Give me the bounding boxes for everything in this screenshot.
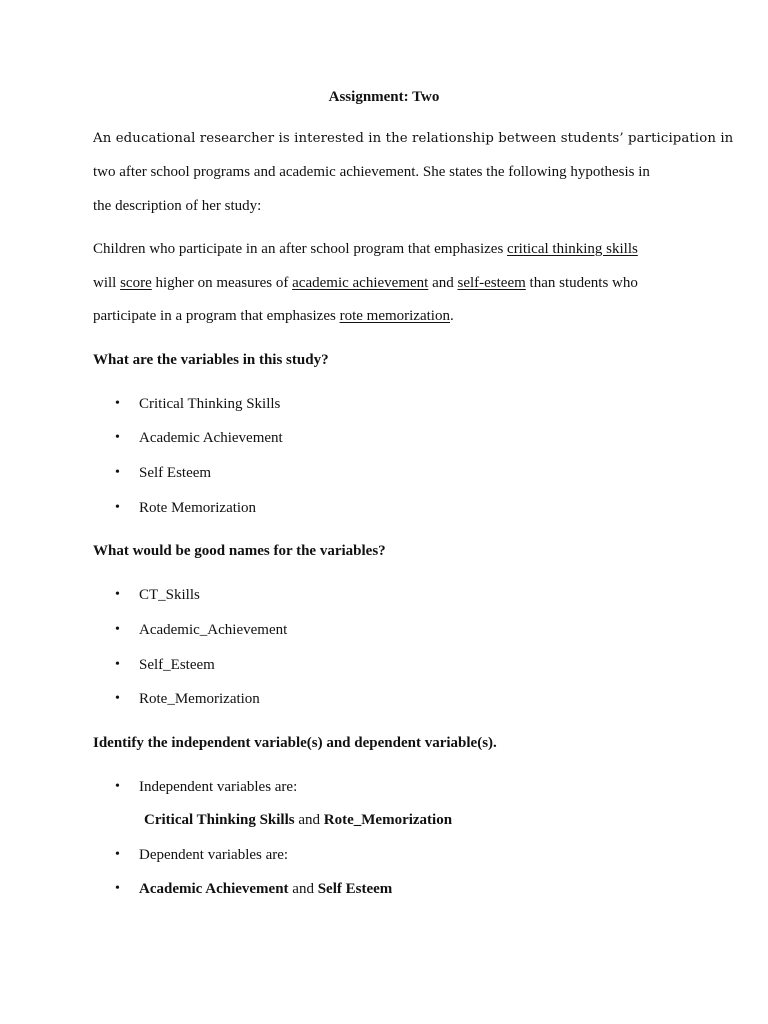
hypothesis-line-1: [93, 239, 638, 259]
bullet: •: [115, 657, 120, 672]
list-item: Critical Thinking Skills: [139, 396, 281, 412]
underlined-term: critical thinking skills: [507, 241, 638, 257]
bullet: •: [115, 847, 120, 862]
hypothesis-text: Children who participate in an after school program that emphasizes: [93, 241, 508, 257]
intro-line-2: two after school programs and academic achievement. She states the following hypothesis in: [93, 164, 650, 180]
question-variable-names: What would be good names for the variables?: [93, 543, 386, 559]
dependent-answer: [139, 879, 392, 899]
bullet: •: [115, 430, 120, 445]
bullet: •: [115, 691, 120, 706]
list-item: Academic_Achievement: [139, 622, 288, 638]
list-item: Self Esteem: [139, 465, 212, 481]
hypothesis-text: .: [449, 308, 454, 324]
underlined-term: rote memorization: [339, 308, 450, 324]
bullet: •: [115, 465, 120, 480]
bullet: •: [115, 500, 120, 515]
independent-answer: [144, 810, 452, 830]
bullet: •: [115, 881, 120, 896]
list-item: CT_Skills: [139, 587, 200, 603]
independent-variable: Critical Thinking Skills: [144, 812, 295, 828]
dependent-label: Dependent variables are:: [139, 847, 289, 863]
hypothesis-text: than students who: [525, 275, 638, 291]
bullet: •: [115, 396, 120, 411]
dependent-variable: Self Esteem: [317, 881, 393, 897]
bullet: •: [115, 587, 120, 602]
dependent-variable: Academic Achievement: [139, 881, 289, 897]
bullet: •: [115, 779, 120, 794]
underlined-term: score: [120, 275, 152, 291]
question-variables: What are the variables in this study?: [93, 352, 329, 368]
question-identify-variables: Identify the independent variable(s) and dependent variable(s).: [93, 735, 497, 751]
underlined-term: academic achievement: [292, 275, 429, 291]
independent-variable: Rote_Memorization: [323, 812, 453, 828]
list-item: Self_Esteem: [139, 657, 215, 673]
hypothesis-text: and: [428, 275, 458, 291]
hypothesis-text: higher on measures of: [151, 275, 293, 291]
bullet: •: [115, 622, 120, 637]
list-item: Rote_Memorization: [139, 691, 260, 707]
intro-line-1: An educational researcher is interested in the relationship between students’ participation in: [93, 131, 734, 146]
hypothesis-line-3: [93, 306, 454, 326]
underlined-term: self-esteem: [457, 275, 526, 291]
hypothesis-text: will: [93, 275, 121, 291]
list-item: Rote Memorization: [139, 500, 257, 516]
hypothesis-line-2: [93, 273, 638, 293]
list-item: Academic Achievement: [139, 430, 283, 446]
independent-label: Independent variables are:: [139, 779, 298, 795]
hypothesis-text: participate in a program that emphasizes: [93, 308, 340, 324]
intro-line-3: the description of her study:: [93, 198, 262, 214]
document-title: Assignment: Two: [328, 89, 440, 105]
conjunction: and: [294, 812, 324, 828]
conjunction: and: [288, 881, 318, 897]
